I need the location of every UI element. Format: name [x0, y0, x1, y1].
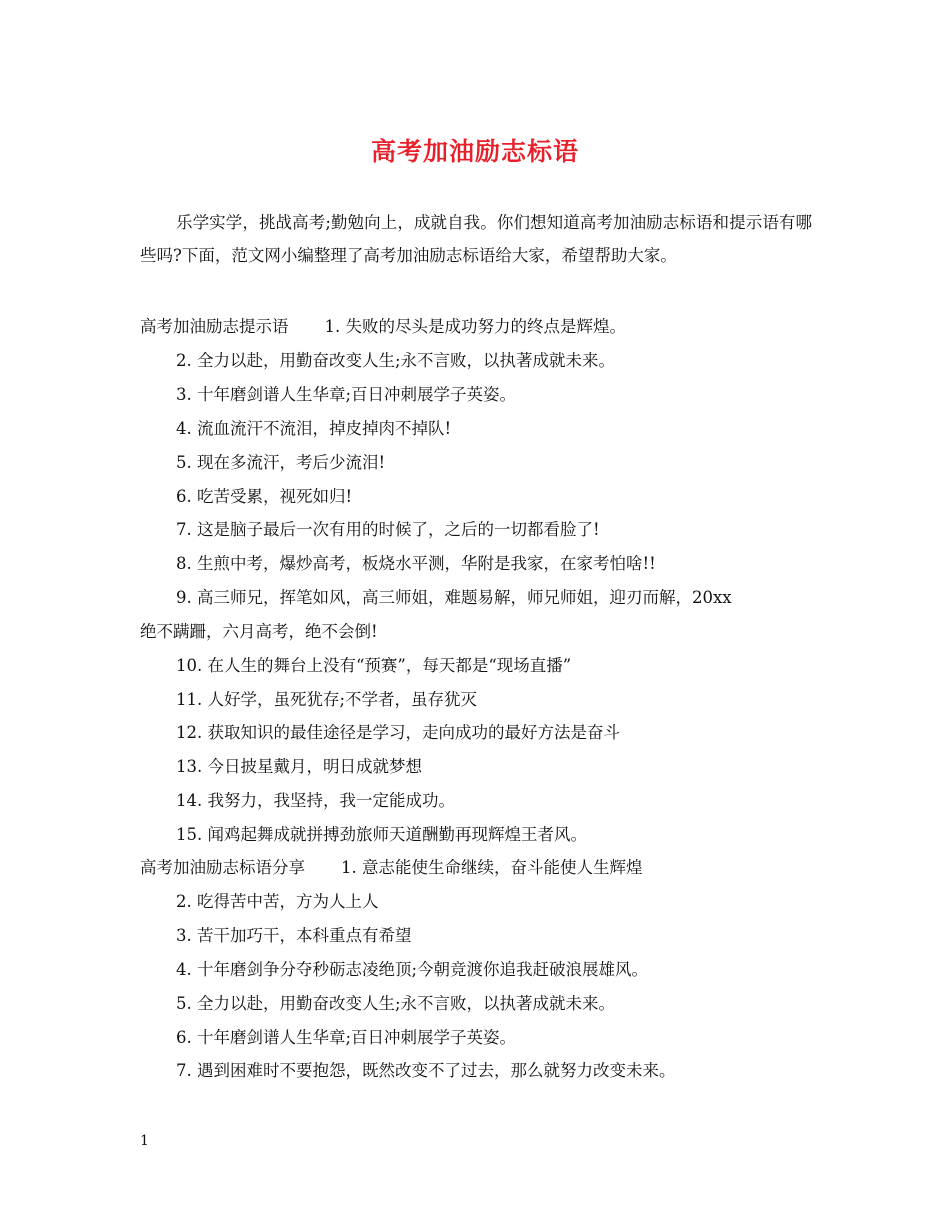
list-item: 5. 全力以赴，用勤奋改变人生;永不言败，以执著成就未来。 — [176, 994, 616, 1013]
list-item: 2. 吃得苦中苦，方为人上人 — [176, 892, 379, 911]
list-item: 6. 吃苦受累，视死如归! — [176, 487, 353, 506]
list-item: 15. 闻鸡起舞成就拼搏劲旅师天道酬勤再现辉煌王者风。 — [176, 825, 587, 844]
list-item: 4. 十年磨剑争分夺秒砺志凌绝顶;今朝竞渡你追我赶破浪展雄风。 — [176, 960, 649, 979]
list-item: 7. 遇到困难时不要抱怨，既然改变不了过去，那么就努力改变未来。 — [176, 1061, 676, 1080]
list-item: 7. 这是脑子最后一次有用的时候了，之后的一切都看脸了! — [176, 520, 600, 539]
list-item: 11. 人好学，虽死犹存;不学者，虽存犹灭 — [176, 690, 478, 709]
list-item: 9. 高三师兄，挥笔如风，高三师姐，难题易解，师兄师姐，迎刃而解，20xx — [176, 588, 732, 607]
list-item: 4. 流血流汗不流泪，掉皮掉肉不掉队! — [176, 419, 452, 438]
section-heading: 高考加油励志标语分享 — [140, 858, 305, 877]
list-item: 8. 生煎中考，爆炒高考，板烧水平测，华附是我家，在家考怕啥!! — [176, 554, 656, 573]
list-item: 2. 全力以赴，用勤奋改变人生;永不言败，以执著成就未来。 — [176, 351, 616, 370]
list-item: 3. 十年磨剑谱人生华章;百日冲刺展学子英姿。 — [176, 385, 517, 404]
list-item-continuation: 绝不蹒跚，六月高考，绝不会倒! — [140, 622, 378, 641]
list-item: 14. 我努力，我坚持，我一定能成功。 — [176, 791, 455, 810]
list-item: 10. 在人生的舞台上没有“预赛”，每天都是“现场直播” — [176, 656, 572, 675]
section-heading: 高考加油励志提示语 — [140, 317, 289, 336]
list-item: 1. 意志能使生命继续，奋斗能使人生辉煌 — [341, 858, 643, 877]
intro-paragraph: 乐学实学，挑战高考;勤勉向上，成就自我。你们想知道高考加油励志标语和提示语有哪些吗?下面，范文网小编整理了高考加油励志标语给大家，希望帮助大家。 — [140, 213, 812, 265]
list-item: 13. 今日披星戴月，明日成就梦想 — [176, 757, 422, 776]
document-title: 高考加油励志标语 — [370, 137, 579, 166]
list-item: 12. 获取知识的最佳途径是学习，走向成功的最好方法是奋斗 — [176, 723, 620, 742]
section-heading-line — [140, 858, 643, 878]
page-number: 1 — [140, 1133, 149, 1149]
list-item: 5. 现在多流汗，考后少流泪! — [176, 453, 386, 472]
section-heading-line — [140, 317, 626, 337]
list-item: 1. 失败的尽头是成功努力的终点是辉煌。 — [324, 317, 626, 336]
list-item: 3. 苦干加巧干，本科重点有希望 — [176, 926, 412, 945]
list-item: 6. 十年磨剑谱人生华章;百日冲刺展学子英姿。 — [176, 1028, 517, 1047]
